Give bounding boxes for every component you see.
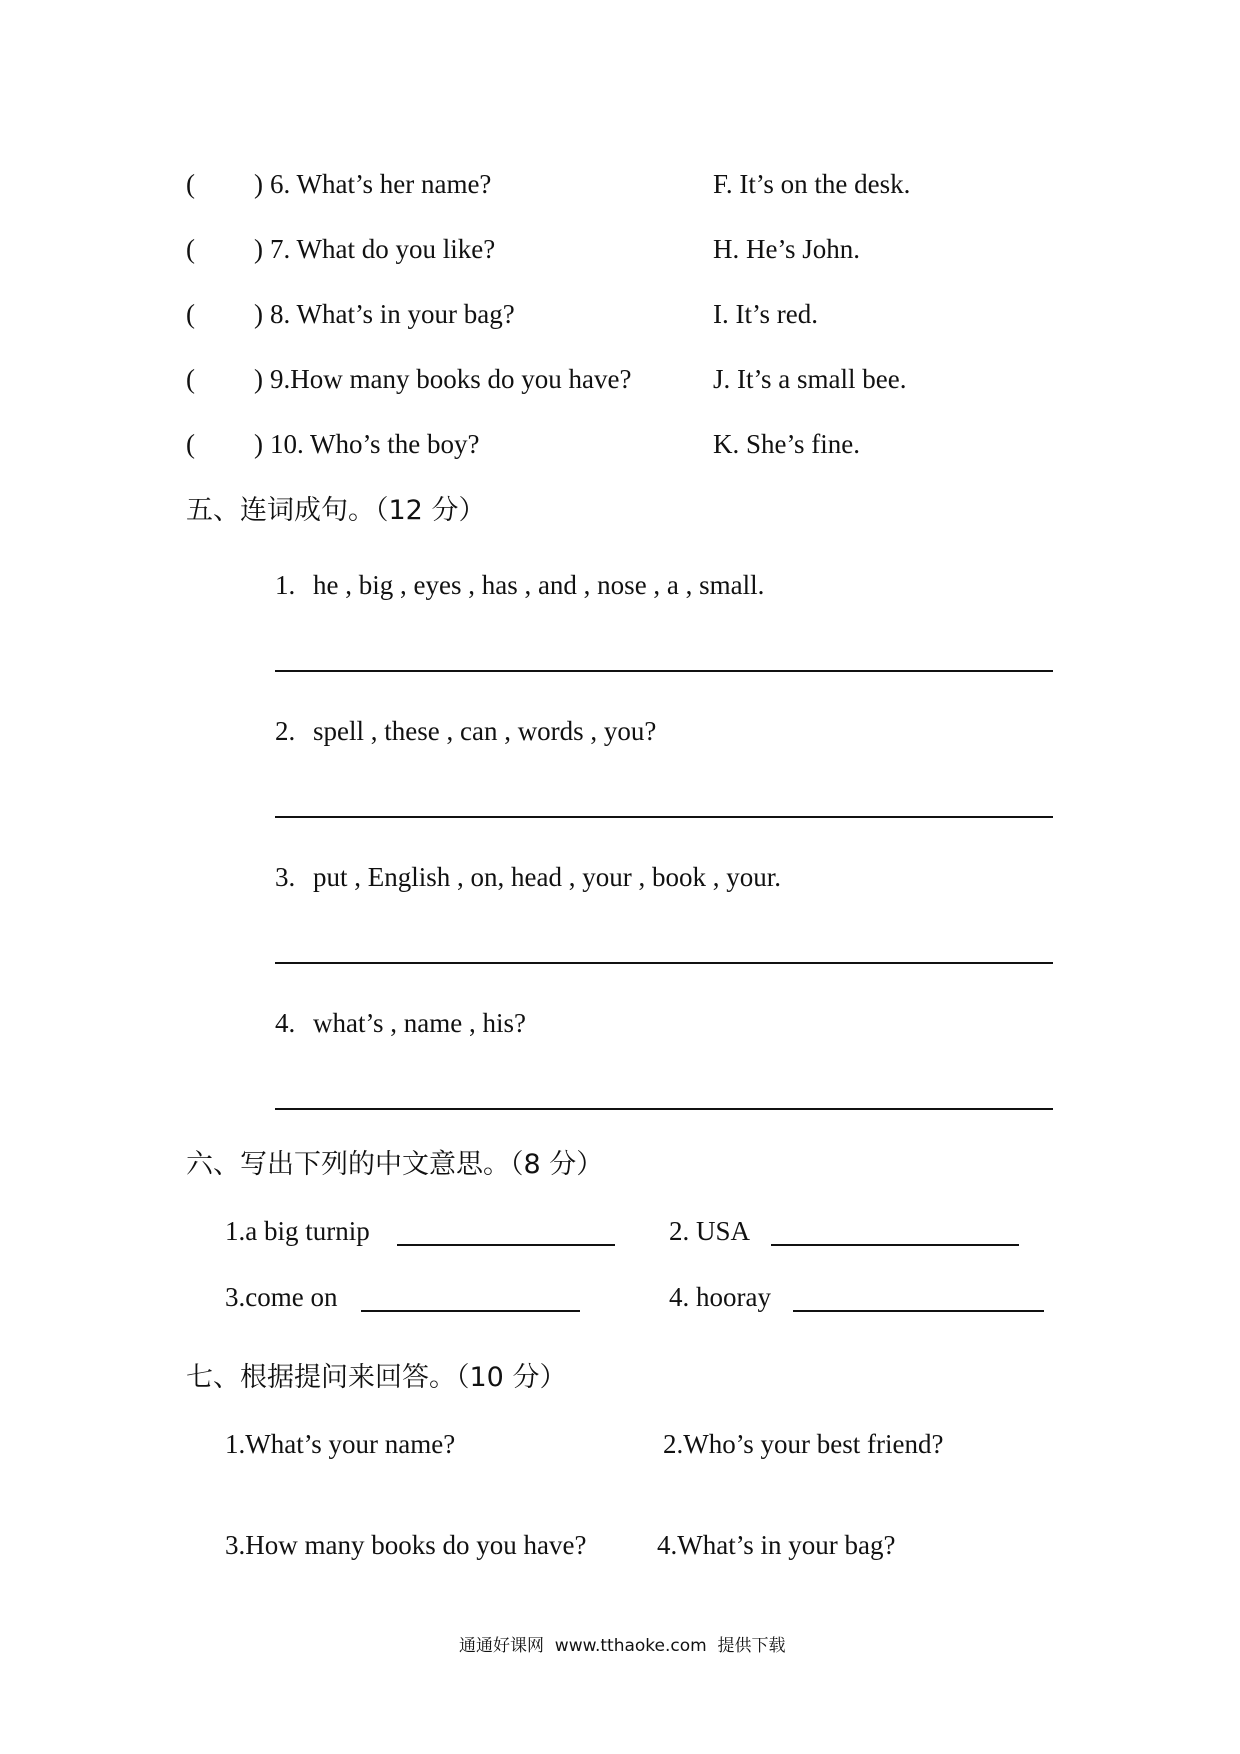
matching-question: 7. What do you like? bbox=[270, 234, 496, 264]
scrambled-words: put , English , on, head , your , book , your. bbox=[313, 862, 781, 892]
phrase-label: 2. USA bbox=[669, 1216, 751, 1246]
section-heading: 六、写出下列的中文意思。（8 分） bbox=[186, 1149, 604, 1180]
matching-answer: I. It’s red. bbox=[713, 299, 818, 329]
answer-line[interactable] bbox=[275, 670, 1053, 672]
footer-credit: 通通好课网 www.tthaoke.com 提供下载 bbox=[459, 1636, 786, 1656]
answer-paren-open: ( bbox=[186, 429, 195, 459]
matching-question: 10. Who’s the boy? bbox=[270, 429, 480, 459]
matching-question: 8. What’s in your bag? bbox=[270, 299, 515, 329]
answer-line[interactable] bbox=[275, 816, 1053, 818]
answer-paren-close: ) bbox=[254, 234, 263, 264]
answer-line[interactable] bbox=[275, 962, 1053, 964]
answer-paren-open: ( bbox=[186, 364, 195, 394]
item-number: 3. bbox=[275, 862, 296, 892]
answer-paren-close: ) bbox=[254, 299, 263, 329]
answer-paren-open: ( bbox=[186, 169, 195, 199]
answer-blank[interactable] bbox=[793, 1310, 1044, 1312]
item-number: 4. bbox=[275, 1008, 296, 1038]
item-number: 1. bbox=[275, 570, 296, 600]
answer-paren-close: ) bbox=[254, 169, 263, 199]
item-number: 2. bbox=[275, 716, 296, 746]
question-label: 2.Who’s your best friend? bbox=[663, 1429, 944, 1459]
matching-answer: H. He’s John. bbox=[713, 234, 860, 264]
answer-paren-open: ( bbox=[186, 234, 195, 264]
matching-question: 9.How many books do you have? bbox=[270, 364, 632, 394]
phrase-label: 3.come on bbox=[225, 1282, 338, 1312]
question-label: 1.What’s your name? bbox=[225, 1429, 456, 1459]
scrambled-words: what’s , name , his? bbox=[313, 1008, 526, 1038]
answer-line[interactable] bbox=[275, 1108, 1053, 1110]
phrase-label: 4. hooray bbox=[669, 1282, 771, 1312]
answer-blank[interactable] bbox=[771, 1244, 1019, 1246]
matching-answer: J. It’s a small bee. bbox=[713, 364, 907, 394]
section-heading: 五、连词成句。（12 分） bbox=[186, 495, 486, 526]
scrambled-words: spell , these , can , words , you? bbox=[313, 716, 657, 746]
answer-blank[interactable] bbox=[361, 1310, 580, 1312]
matching-answer: F. It’s on the desk. bbox=[713, 169, 911, 199]
phrase-label: 1.a big turnip bbox=[225, 1216, 370, 1246]
scrambled-words: he , big , eyes , has , and , nose , a , small. bbox=[313, 570, 765, 600]
section-heading: 七、根据提问来回答。（10 分） bbox=[186, 1362, 567, 1393]
answer-blank[interactable] bbox=[397, 1244, 615, 1246]
answer-paren-open: ( bbox=[186, 299, 195, 329]
question-label: 4.What’s in your bag? bbox=[657, 1530, 896, 1560]
question-label: 3.How many books do you have? bbox=[225, 1530, 587, 1560]
answer-paren-close: ) bbox=[254, 364, 263, 394]
matching-question: 6. What’s her name? bbox=[270, 169, 492, 199]
answer-paren-close: ) bbox=[254, 429, 263, 459]
matching-answer: K. She’s fine. bbox=[713, 429, 860, 459]
